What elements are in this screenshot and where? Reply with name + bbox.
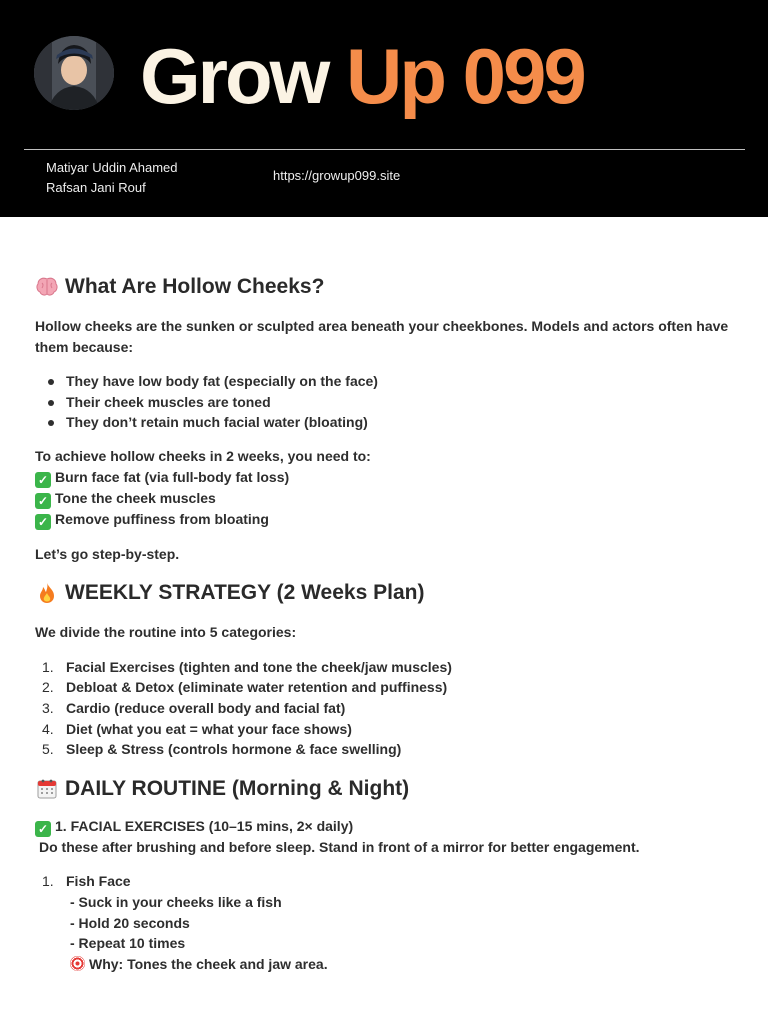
checkmark-icon: ✓ [35, 493, 51, 509]
list-item: 4. Diet (what you eat = what your face shows) [42, 720, 352, 737]
authors [46, 158, 178, 198]
section-heading-daily-routine [35, 774, 735, 804]
brand-title-part1: Grow [140, 32, 328, 120]
list-item: They don’t retain much facial water (bloating) [45, 412, 735, 433]
list-item: 1. Facial Exercises (tighten and tone the cheek/jaw muscles) [42, 658, 452, 675]
exercise-step: - Hold 20 seconds [70, 914, 190, 931]
check-item: ✓ Burn face fat (via full-body fat loss) [35, 467, 735, 488]
brand-title [140, 26, 584, 126]
list-item: They have low body fat (especially on the face) [45, 371, 735, 392]
check-item: ✓ Remove puffiness from bloating [35, 509, 735, 530]
intro-paragraph: Hollow cheeks are the sunken or sculpted area beneath your cheekbones. Models and actors often have them because: [35, 318, 729, 355]
fire-icon [35, 581, 59, 605]
page-header [0, 0, 768, 217]
check-item: ✓ Tone the cheek muscles [35, 488, 735, 509]
brain-icon [35, 275, 59, 299]
section-title: What Are Hollow Cheeks? [65, 275, 325, 298]
document-body [35, 272, 735, 974]
list-item: 1. Fish Face [42, 873, 131, 890]
section-title: DAILY ROUTINE (Morning & Night) [65, 776, 410, 800]
exercise-step: - Suck in your cheeks like a fish [70, 893, 282, 910]
list-item: 2. Debloat & Detox (eliminate water retention and puffiness) [42, 679, 448, 696]
checkmark-icon: ✓ [35, 472, 51, 488]
calendar-icon [35, 777, 59, 801]
author-avatar [34, 36, 114, 110]
author-name-2: Rafsan Jani Rouf [46, 180, 146, 195]
list-item: 5. Sleep & Stress (controls hormone & face swelling) [42, 741, 402, 758]
reasons-list [45, 371, 735, 433]
target-icon [70, 956, 85, 971]
checkmark-icon: ✓ [35, 821, 51, 837]
brand-title-part2: Up 099 [346, 32, 584, 120]
outro-paragraph: Let’s go step-by-step. [35, 545, 180, 562]
checkmark-icon: ✓ [35, 514, 51, 530]
goal-intro: To achieve hollow cheeks in 2 weeks, you need to: [35, 447, 371, 464]
exercise-list [42, 871, 735, 892]
section-heading-hollow-cheeks [35, 272, 735, 302]
categories-list [42, 657, 735, 760]
list-item: 3. Cardio (reduce overall body and facial fat) [42, 699, 346, 716]
section-heading-weekly-strategy [35, 578, 735, 608]
exercise-why: Why: Tones the cheek and jaw area. [35, 954, 735, 975]
exercise-step: - Repeat 10 times [70, 935, 186, 952]
section-title: WEEKLY STRATEGY (2 Weeks Plan) [65, 581, 425, 605]
site-url-link[interactable]: https://growup099.site [273, 168, 401, 183]
exercise-subheading: ✓ 1. FACIAL EXERCISES (10–15 mins, 2× daily) [35, 816, 735, 837]
exercise-description: Do these after brushing and before sleep. Stand in front of a mirror for better engagement. [39, 838, 640, 855]
list-item: Their cheek muscles are toned [45, 392, 735, 413]
header-divider [24, 149, 745, 150]
strategy-intro: We divide the routine into 5 categories: [35, 624, 297, 641]
author-name-1: Matiyar Uddin Ahamed [46, 160, 178, 175]
